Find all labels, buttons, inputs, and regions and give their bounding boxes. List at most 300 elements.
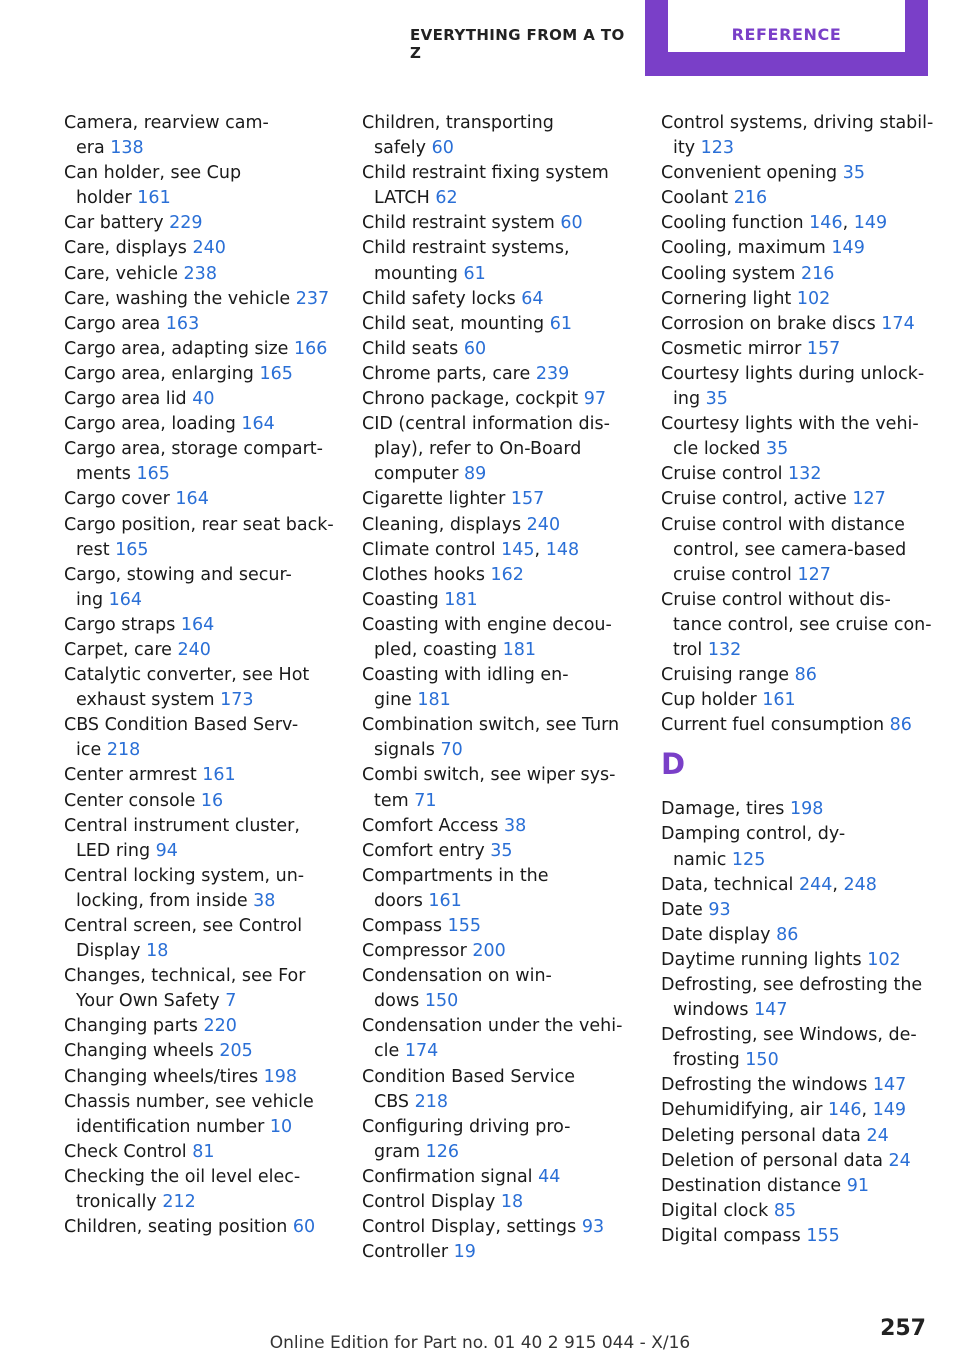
- index-entry: [64, 211, 344, 236]
- index-entry-text: tronically: [76, 1192, 163, 1213]
- index-entry: [362, 1065, 642, 1115]
- section-tab-label: REFERENCE: [731, 25, 842, 44]
- index-entry-text: Cooling system: [661, 263, 801, 284]
- index-entry: [661, 487, 943, 512]
- page-link[interactable]: 200: [472, 941, 506, 962]
- index-entry-text: Compartments in the: [362, 865, 549, 886]
- index-entry: [64, 513, 344, 563]
- page-link[interactable]: 97: [583, 389, 606, 410]
- page-link[interactable]: 216: [800, 263, 835, 284]
- index-entry-text: Damping control, dy-: [661, 824, 846, 845]
- index-entry: [64, 789, 344, 814]
- page-link[interactable]: 132: [788, 464, 822, 485]
- index-entry: [64, 1165, 344, 1215]
- index-entry-text: trol: [673, 639, 708, 660]
- index-entry: [64, 1090, 344, 1140]
- index-letter-heading: D: [661, 747, 686, 782]
- page-link[interactable]: 18: [146, 941, 169, 962]
- index-entry: [362, 814, 642, 839]
- page-link[interactable]: 161: [202, 765, 236, 786]
- page-link[interactable]: 61: [549, 313, 573, 334]
- page-link[interactable]: 164: [241, 414, 275, 435]
- index-entry: [64, 713, 344, 763]
- index-entry: [661, 1149, 943, 1174]
- index-entry: [661, 1174, 943, 1199]
- index-entry-text: Care, vehicle: [64, 263, 184, 284]
- page-link[interactable]: 7: [225, 991, 237, 1012]
- index-entry: [362, 111, 642, 161]
- page-link[interactable]: 240: [192, 238, 226, 259]
- page-link[interactable]: 166: [294, 338, 328, 359]
- index-entry-text: Cooling, maximum: [661, 238, 832, 259]
- index-entry: [661, 923, 943, 948]
- index-entry-text: control, see camera-based: [673, 539, 907, 560]
- page-link[interactable]: 64: [521, 288, 544, 309]
- index-entry-text: Cargo area, enlarging: [64, 363, 260, 384]
- index-entry-text: Condensation on win-: [362, 966, 552, 987]
- page-link[interactable]: 174: [404, 1041, 439, 1062]
- page-link[interactable]: 145: [501, 539, 535, 560]
- page-link[interactable]: 163: [165, 313, 200, 334]
- page-link[interactable]: 157: [510, 489, 545, 510]
- page-link[interactable]: 181: [444, 589, 478, 610]
- index-entry-text: Children, seating position: [64, 1217, 293, 1238]
- index-entry-text: Cargo position, rear seat back-: [64, 514, 334, 535]
- index-entry-text: Data, technical: [661, 874, 799, 895]
- page-link[interactable]: 70: [440, 740, 463, 761]
- index-entry-text: windows: [673, 1000, 755, 1021]
- index-entry-text: doors: [374, 890, 429, 911]
- index-entry: [362, 1190, 642, 1215]
- page-link[interactable]: 127: [852, 489, 886, 510]
- page-link[interactable]: 198: [789, 799, 824, 820]
- page-link[interactable]: 164: [175, 489, 209, 510]
- index-entry-text: Catalytic converter, see Hot: [64, 665, 310, 686]
- page-link[interactable]: 240: [526, 514, 561, 535]
- page-link[interactable]: 212: [162, 1192, 196, 1213]
- index-entry: [64, 337, 344, 362]
- index-entry: [362, 337, 642, 362]
- index-entry: [661, 948, 943, 973]
- index-entry-text: ing: [76, 589, 109, 610]
- index-entry-text: mounting: [374, 263, 464, 284]
- page-link[interactable]: 60: [431, 138, 454, 159]
- index-entry-text: ice: [76, 740, 107, 761]
- page-link[interactable]: 157: [806, 338, 841, 359]
- index-entry: [64, 563, 344, 613]
- index-entry: [64, 1014, 344, 1039]
- index-entry-text: Control systems, driving stabil-: [661, 113, 934, 133]
- page-link[interactable]: 61: [463, 263, 486, 284]
- page-link[interactable]: 94: [155, 840, 178, 861]
- page-link[interactable]: 35: [765, 439, 789, 460]
- page-link[interactable]: 126: [425, 1141, 460, 1162]
- page-link[interactable]: 60: [463, 338, 487, 359]
- page-link[interactable]: 205: [219, 1041, 253, 1062]
- page-link[interactable]: 218: [414, 1091, 448, 1112]
- page-link[interactable]: 155: [447, 916, 482, 936]
- index-entry: [362, 563, 642, 588]
- page-link[interactable]: 18: [500, 1192, 524, 1213]
- index-entry: [661, 873, 943, 898]
- index-entry: [64, 1140, 344, 1165]
- index-entry: [362, 588, 642, 613]
- page-link[interactable]: 38: [253, 890, 276, 911]
- page-link[interactable]: 148: [545, 539, 580, 560]
- index-entry-text: Confirmation signal: [362, 1166, 539, 1187]
- index-entry-text: Cargo straps: [64, 614, 181, 635]
- index-entry: [362, 513, 642, 538]
- index-entry: [362, 939, 642, 964]
- index-entry-text: Can holder, see Cup: [64, 163, 242, 184]
- page-link[interactable]: 248: [843, 874, 877, 895]
- page-link[interactable]: 81: [192, 1141, 215, 1162]
- index-entry-text: Coasting: [362, 589, 445, 610]
- page-separator: ,: [861, 1100, 873, 1121]
- page-link[interactable]: 155: [806, 1225, 840, 1246]
- page-link[interactable]: 244: [798, 874, 833, 895]
- page-link[interactable]: 102: [867, 949, 901, 970]
- index-entry: [64, 312, 344, 337]
- page-link[interactable]: 149: [853, 213, 888, 234]
- page-link[interactable]: 173: [220, 690, 254, 711]
- index-entry: [661, 1224, 943, 1249]
- index-entry-text: Defrosting the windows: [661, 1075, 873, 1096]
- index-entry: [661, 186, 943, 211]
- index-entry: [362, 839, 642, 864]
- page-link[interactable]: 35: [842, 163, 865, 184]
- index-entry-text: Coasting with idling en-: [362, 665, 569, 686]
- index-entry-text: Changing parts: [64, 1016, 204, 1037]
- index-column-2: [362, 111, 642, 1265]
- page-link[interactable]: 86: [794, 665, 817, 686]
- page-link[interactable]: 86: [776, 924, 799, 945]
- page-link[interactable]: 237: [295, 288, 330, 309]
- page-link[interactable]: 16: [200, 790, 224, 811]
- page-link[interactable]: 165: [115, 539, 149, 560]
- index-entry: [362, 1115, 642, 1165]
- page-link[interactable]: 146: [809, 213, 843, 234]
- page-link[interactable]: 181: [502, 639, 537, 660]
- page-link[interactable]: 149: [831, 238, 865, 259]
- index-entry-text: Care, displays: [64, 238, 193, 259]
- page-link[interactable]: 239: [535, 363, 570, 384]
- index-entry: [64, 814, 344, 864]
- index-entry-text: Defrosting, see defrosting the: [661, 975, 923, 995]
- page-link[interactable]: 150: [745, 1050, 779, 1071]
- index-entry: [362, 362, 642, 387]
- index-entry-text: Cargo cover: [64, 489, 176, 510]
- index-entry-text: gine: [374, 690, 418, 711]
- page-link[interactable]: 35: [490, 840, 513, 861]
- index-entry-text: Date display: [661, 924, 777, 945]
- index-entry: [64, 914, 344, 964]
- page-link[interactable]: 35: [705, 389, 728, 410]
- index-entry: [64, 487, 344, 512]
- index-entry-text: Damage, tires: [661, 799, 790, 820]
- index-entry: [64, 287, 344, 312]
- page-link[interactable]: 147: [872, 1075, 907, 1096]
- index-entry: [362, 713, 642, 763]
- page-link[interactable]: 161: [137, 188, 171, 209]
- page-link[interactable]: 60: [292, 1217, 316, 1238]
- page-link[interactable]: 102: [796, 288, 831, 309]
- page-link[interactable]: 216: [733, 188, 768, 209]
- index-entry-text: Cosmetic mirror: [661, 338, 807, 359]
- index-entry: [64, 1065, 344, 1090]
- page-link[interactable]: 10: [269, 1116, 293, 1137]
- index-entry-text: Chrome parts, care: [362, 363, 536, 384]
- index-entry: [362, 1165, 642, 1190]
- index-entry: [362, 312, 642, 337]
- index-entry-text: LED ring: [76, 840, 156, 861]
- index-entry: [64, 437, 344, 487]
- index-entry-text: tem: [374, 790, 415, 811]
- index-entry-text: exhaust system: [76, 690, 221, 711]
- index-entry-text: Cornering light: [661, 288, 797, 309]
- index-entry-text: Center console: [64, 790, 201, 811]
- page-link[interactable]: 85: [773, 1200, 797, 1221]
- index-entry-text: Child restraint fixing system: [362, 163, 609, 184]
- index-entry-text: play), refer to On-Board: [374, 439, 582, 460]
- index-entry: [64, 964, 344, 1014]
- index-entry-text: Daytime running lights: [661, 949, 868, 970]
- index-entry-text: Child safety locks: [362, 288, 522, 309]
- index-entry: [362, 211, 642, 236]
- page-link[interactable]: 125: [731, 849, 766, 870]
- page-link[interactable]: 146: [828, 1100, 862, 1121]
- index-entry-text: Check Control: [64, 1141, 193, 1162]
- index-entry-text: Condensation under the vehi-: [362, 1016, 623, 1037]
- index-entry-text: Cruise control: [661, 464, 789, 485]
- index-entry: [661, 111, 943, 161]
- index-entry: [661, 822, 943, 872]
- index-entry-text: Courtesy lights during unlock-: [661, 363, 925, 384]
- index-entry-text: Cargo, stowing and secur-: [64, 564, 292, 585]
- page-link[interactable]: 19: [453, 1242, 476, 1263]
- page-link[interactable]: 181: [417, 690, 451, 711]
- index-entry: [362, 613, 642, 663]
- index-entry-text: identification number: [76, 1116, 270, 1137]
- index-entry: [64, 613, 344, 638]
- index-entry-text: Cup holder: [661, 690, 763, 711]
- page-link[interactable]: 174: [881, 313, 915, 334]
- section-title: EVERYTHING FROM A TO Z: [410, 26, 625, 62]
- index-entry-text: Coolant: [661, 188, 734, 209]
- index-entry-text: Courtesy lights with the vehi-: [661, 414, 919, 435]
- index-entry-text: Central locking system, un-: [64, 865, 305, 886]
- index-entry: [64, 663, 344, 713]
- index-entry-text: Current fuel consumption: [661, 715, 890, 736]
- index-entry: [64, 412, 344, 437]
- index-entry-text: Cargo area, loading: [64, 414, 242, 435]
- page-link[interactable]: 38: [503, 815, 527, 836]
- index-entry-text: Child restraint systems,: [362, 238, 570, 259]
- index-entry-text: Compass: [362, 916, 448, 936]
- page-link[interactable]: 44: [538, 1166, 561, 1187]
- index-entry-text: safely: [374, 138, 432, 159]
- index-entry: [64, 1215, 344, 1240]
- page-link[interactable]: 91: [846, 1175, 869, 1196]
- index-entry-text: Children, transporting: [362, 113, 554, 133]
- index-entry-text: era: [76, 138, 111, 159]
- index-entry: [64, 111, 344, 161]
- index-entry: [362, 161, 642, 211]
- index-entry-text: Child seat, mounting: [362, 313, 550, 334]
- index-entry: [661, 688, 943, 713]
- page-link[interactable]: 161: [762, 690, 796, 711]
- index-entry: [661, 663, 943, 688]
- index-entry: [362, 538, 642, 563]
- index-column-1: [64, 111, 344, 1240]
- index-entry: [661, 898, 943, 923]
- page-link[interactable]: 150: [424, 991, 459, 1012]
- index-entry-text: Comfort Access: [362, 815, 504, 836]
- index-entry: [661, 236, 943, 261]
- index-entry: [661, 973, 943, 1023]
- index-entry-text: Changing wheels: [64, 1041, 220, 1062]
- index-entry: [661, 161, 943, 186]
- index-entry-text: LATCH: [374, 188, 436, 209]
- index-entry-text: tance control, see cruise con-: [673, 614, 932, 635]
- page-link[interactable]: 147: [754, 1000, 788, 1021]
- index-entry-text: cle locked: [673, 439, 766, 460]
- index-entry-text: Carpet, care: [64, 639, 178, 660]
- page-link[interactable]: 93: [581, 1217, 605, 1238]
- index-entry-text: frosting: [673, 1050, 746, 1071]
- index-entry-text: Cargo area, storage compart-: [64, 439, 323, 460]
- index-entry: [661, 362, 943, 412]
- index-entry: [64, 387, 344, 412]
- page-link[interactable]: 24: [888, 1150, 911, 1171]
- page-link[interactable]: 229: [169, 213, 203, 234]
- page-separator: ,: [832, 874, 844, 895]
- index-entry-text: Cargo area, adapting size: [64, 338, 295, 359]
- index-entry-text: Child restraint system: [362, 213, 561, 234]
- index-entry-text: Coasting with engine decou-: [362, 614, 612, 635]
- page-link[interactable]: 162: [490, 564, 524, 585]
- page-link[interactable]: 240: [177, 639, 211, 660]
- index-entry: [362, 864, 642, 914]
- index-entry-text: Configuring driving pro-: [362, 1116, 571, 1137]
- index-entry-text: ity: [673, 138, 701, 159]
- index-entry: [64, 236, 344, 261]
- page-link[interactable]: 93: [708, 899, 731, 920]
- index-entry-text: Chrono package, cockpit: [362, 389, 584, 410]
- index-entry-text: gram: [374, 1141, 426, 1162]
- page-link[interactable]: 164: [108, 589, 143, 610]
- index-entry-text: Cruising range: [661, 665, 795, 686]
- index-entry-text: cruise control: [673, 564, 798, 585]
- index-entry-text: Combi switch, see wiper sys-: [362, 765, 616, 786]
- index-entry-text: Controller: [362, 1242, 454, 1263]
- page-link[interactable]: 127: [797, 564, 831, 585]
- index-entry-text: dows: [374, 991, 425, 1012]
- index-entry-text: Corrosion on brake discs: [661, 313, 882, 334]
- page-link[interactable]: 123: [700, 138, 735, 159]
- page-link[interactable]: 165: [259, 363, 293, 384]
- index-entry-text: Cruise control with distance: [661, 514, 905, 535]
- index-entry: [362, 412, 642, 487]
- index-entry-text: Changing wheels/tires: [64, 1066, 264, 1087]
- index-entry-text: pled, coasting: [374, 639, 503, 660]
- page-link[interactable]: 161: [428, 890, 462, 911]
- index-entry-text: Defrosting, see Windows, de-: [661, 1025, 917, 1046]
- index-entry: [362, 487, 642, 512]
- index-entry-text: Central instrument cluster,: [64, 815, 300, 836]
- page-link[interactable]: 238: [183, 263, 217, 284]
- index-entry-text: Child seats: [362, 338, 464, 359]
- page-link[interactable]: 60: [560, 213, 583, 234]
- index-entry: [64, 362, 344, 387]
- index-entry-text: Camera, rearview cam-: [64, 113, 269, 133]
- index-entry: [661, 312, 943, 337]
- index-entry-text: Condition Based Service: [362, 1066, 576, 1087]
- index-entry-text: holder: [76, 188, 138, 209]
- index-entry: [661, 513, 943, 588]
- index-entry-text: Display: [76, 941, 147, 962]
- index-entry-text: signals: [374, 740, 441, 761]
- page-link[interactable]: 138: [110, 138, 144, 159]
- page-link[interactable]: 149: [872, 1100, 906, 1121]
- page-link[interactable]: 24: [866, 1125, 889, 1146]
- page-link[interactable]: 62: [435, 188, 458, 209]
- page-link[interactable]: 220: [203, 1016, 237, 1037]
- index-entry: [64, 864, 344, 914]
- index-entry-text: Control Display: [362, 1192, 501, 1213]
- index-entry: [661, 211, 943, 236]
- page-link[interactable]: 132: [707, 639, 742, 660]
- index-entry-text: Your Own Safety: [76, 991, 226, 1012]
- edition-footer: Online Edition for Part no. 01 40 2 915 044 - X/16: [269, 1333, 691, 1353]
- page-link[interactable]: 218: [106, 740, 141, 761]
- page-link[interactable]: 71: [414, 790, 437, 811]
- index-entry-text: CBS Condition Based Serv-: [64, 715, 299, 736]
- index-entry-text: Cooling function: [661, 213, 810, 234]
- page-link[interactable]: 164: [180, 614, 215, 635]
- index-entry-text: ments: [76, 464, 137, 485]
- index-entry-text: Comfort entry: [362, 840, 491, 861]
- index-entry-text: Cargo area lid: [64, 389, 193, 410]
- index-entry: [661, 412, 943, 462]
- index-entry: [661, 462, 943, 487]
- index-entry-text: cle: [374, 1041, 405, 1062]
- index-entry: [362, 1014, 642, 1064]
- index-entry-text: Cruise control without dis-: [661, 589, 891, 610]
- index-entry: [362, 1215, 642, 1240]
- index-entry-text: locking, from inside: [76, 890, 254, 911]
- index-entry-text: Care, washing the vehicle: [64, 288, 296, 309]
- index-entry: [661, 713, 943, 738]
- index-entry: [661, 287, 943, 312]
- index-entry-text: Cigarette lighter: [362, 489, 511, 510]
- page-link[interactable]: 40: [192, 389, 215, 410]
- section-tab[interactable]: [668, 0, 905, 52]
- index-entry-text: Digital compass: [661, 1225, 807, 1246]
- index-entry: [362, 663, 642, 713]
- index-entry-text: computer: [374, 464, 464, 485]
- index-entry: [661, 1124, 943, 1149]
- index-entry: [362, 1240, 642, 1265]
- page-link[interactable]: 165: [136, 464, 170, 485]
- page-link[interactable]: 198: [263, 1066, 298, 1087]
- page-link[interactable]: 86: [889, 715, 912, 736]
- index-entry: [661, 1098, 943, 1123]
- index-entry-text: Changes, technical, see For: [64, 966, 306, 987]
- index-entry: [362, 236, 642, 286]
- index-entry: [661, 262, 943, 287]
- page-link[interactable]: 89: [463, 464, 487, 485]
